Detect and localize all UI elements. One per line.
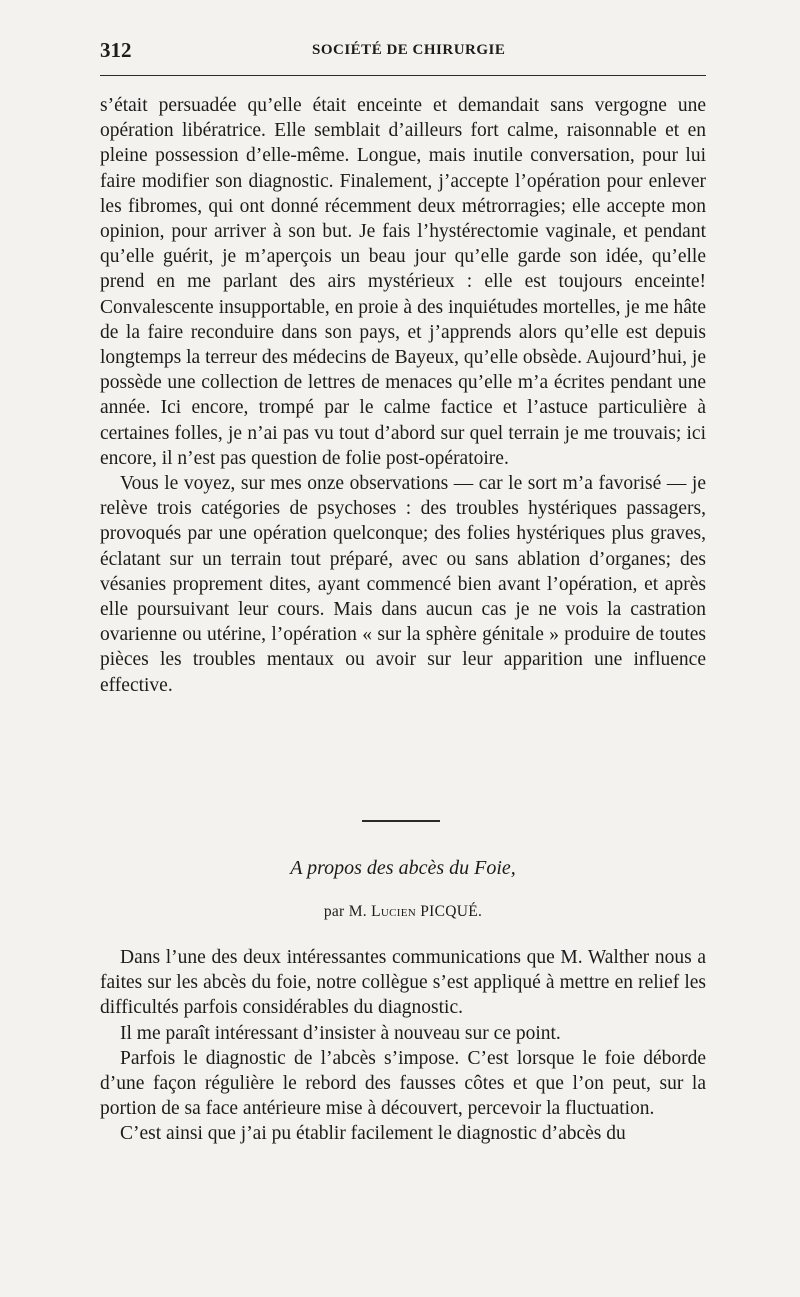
article-title: A propos des abcès du Foie,	[290, 857, 516, 879]
paragraph: Dans l’une des deux intéressantes communications que M. Walther nous a faites sur les abcès du foie, notre collègue s’est appliqué à mettre en relief les difficultés parfois considérables du diagnostic.	[100, 947, 706, 1019]
running-head	[100, 38, 706, 64]
paragraph: s’était persuadée qu’elle était enceinte et demandait sans vergogne une opération libératrice. Elle semblait d’ailleurs fort calme, raisonnable et en pleine possession d’elle-même. Longue, mais inutile conversation, pour lui faire modifier son diagnostic. Finalement, j’accepte l’opération pour enlever les fibromes, qui ont donné récemment deux métrorragies; elle accepte mon opinion, pour arriver à son but. Je fais l’hystérectomie vaginale, et pendant qu’elle guérit, je m’aperçois un beau jour qu’elle garde son idée, qu’elle prend en me parlant des airs mystérieux : elle est toujours enceinte! Convalescente insupportable, en proie à des inquiétudes mortelles, je me hâte de la faire reconduire dans son pays, et j’apprends alors qu’elle est depuis longtemps la terreur des médecins de Bayeux, qu’elle obsède. Aujourd’hui, je possède une collection de lettres de menaces qu’elle m’a écrites pendant une année. Ici encore, trompé par le calme factice et l’astuce particulière à certaines folles, je n’ai pas vu tout d’abord sur quel terrain je me trouvais; ici encore, il n’est pas question de folie post-opératoire.	[100, 95, 706, 469]
paragraph: Vous le voyez, sur mes onze observations — car le sort m’a favorisé — je relève trois catégories de psychoses : des troubles hystériques passagers, provoqués par une opération quelconque; des folies hystériques plus graves, éclatant sur un terrain tout préparé, avec ou sans ablation d’organes; des vésanies proprement dites, ayant commencé bien avant l’opération, et après elle poursuivant leur cours. Mais dans aucun cas je ne vois la castration ovarienne ou utérine, l’opération « sur la sphère génitale » produire de toutes pièces les troubles mentaux ou avoir sur leur apparition une influence effective.	[100, 473, 706, 696]
section-separator	[362, 820, 440, 822]
author-firstname: Lucien	[371, 903, 417, 920]
header-rule	[100, 75, 706, 76]
paragraph: Il me paraît intéressant d’insister à nouveau sur ce point.	[120, 1022, 561, 1044]
page-number: 312	[100, 38, 132, 62]
byline	[100, 903, 706, 921]
byline-prefix: par M.	[323, 903, 367, 920]
continued-text	[100, 93, 706, 698]
paragraph: Parfois le diagnostic de l’abcès s’impose. C’est lorsque le foie déborde d’une façon régulière le rebord des fausses côtes et que l’on peut, sur la portion de sa face antérieure mise à découvert, percevoir la fluctuation.	[100, 1047, 706, 1120]
paragraph: C’est ainsi que j’ai pu établir facilement le diagnostic d’abcès du	[120, 1123, 626, 1145]
author-surname: PICQUÉ.	[420, 903, 483, 920]
running-title: SOCIÉTÉ DE CHIRURGIE	[312, 42, 506, 58]
article-text	[100, 945, 706, 1147]
